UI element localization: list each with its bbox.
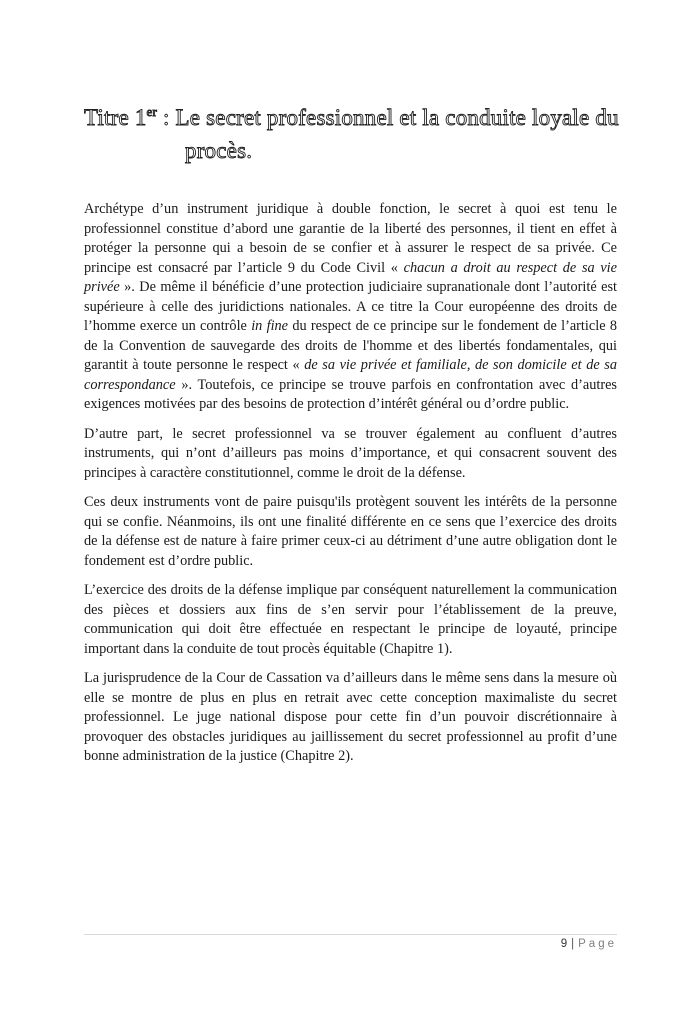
paragraph-2: D’autre part, le secret professionnel va se trouver également au confluent d’autres instruments, qui n’ont d’ailleurs pas moins d’importance, et qui consacrent souvent des principes à caractère constitutionnel, comme le droit de la défense. [84,425,617,481]
page-number: 9 [560,938,568,950]
section-title [84,101,644,167]
title-line2: procès. [185,138,253,163]
p1-text-e: du respect de ce principe sur le fondement de l’article 8 de la Convention de sauvegarde des droits de l'homme et des libertés fondamentales, qui garantit à toute personne le respect « [84,318,617,373]
p1-text-a: Archétype d’un instrument juridique à double fonction, le secret à quoi est tenu le professionnel constitue d’abord une garantie de la liberté des personnes, il tient en effet à protéger la personne qui a besoin de se confier et à assurer le respect de sa privée. Ce principe est consacré par l’article 9 du Code Civil « [84,201,617,276]
paragraph-1 [84,200,617,415]
p1-quote-article-9: chacun a droit au respect de sa vie privée [84,259,617,295]
paragraph-5: La jurisprudence de la Cour de Cassation va d’ailleurs dans le même sens dans la mesure où elle se montre de plus en plus en retrait avec cette conception maximaliste du secret professionnel. Le juge national dispose pour cette fin d’un pouvoir discrétionnaire à provoquer des obstacles juridiques au jaillissement du secret professionnel au profit d’une bonne administration de la justice (Chapitre 2). [84,670,617,764]
p1-text-g: ». Toutefois, ce principe se trouve parfois en confrontation avec d’autres exigences motivées par des besoins de protection d’intérêt général ou d’ordre public. [84,376,617,412]
footer-separator: | [571,938,575,950]
paragraph-4: L’exercice des droits de la défense implique par conséquent naturellement la communication des pièces et dossiers aux fins de s’en servir pour l’établissement de la preuve, communication qui doit être effectuée en respectant le principe de loyauté, principe important dans la conduite de tout procès équitable (Chapitre 1). [84,582,617,657]
document-body [84,200,617,777]
title-prefix: Titre 1 [84,105,147,130]
title-line1-rest: : Le secret professionnel et la conduite loyale du [157,105,619,130]
paragraph-3: Ces deux instruments vont de paire puisqu'ils protègent souvent les intérêts de la personne qui se confie. Néanmoins, ils ont une finalité différente en ce sens que l’exercice des droits de la défense est de nature à faire primer ceux-ci au détriment d’une autre obligation dont le fondement est d’ordre public. [84,494,617,569]
footer-divider [84,934,617,935]
title-superscript: er [146,104,158,119]
p1-in-fine: in fine [251,318,289,334]
p1-quote-article-8: de sa vie privée et familiale, de son domicile et de sa correspondance [84,357,617,393]
page-label: Page [578,938,617,950]
page-footer [84,938,617,950]
p1-text-c: ». De même il bénéficie d’une protection judiciaire supranationale dont l’autorité est supérieure à celle des juridictions nationales. A ce titre la Cour européenne des droits de l’homme exerce un contrôle [84,279,617,334]
